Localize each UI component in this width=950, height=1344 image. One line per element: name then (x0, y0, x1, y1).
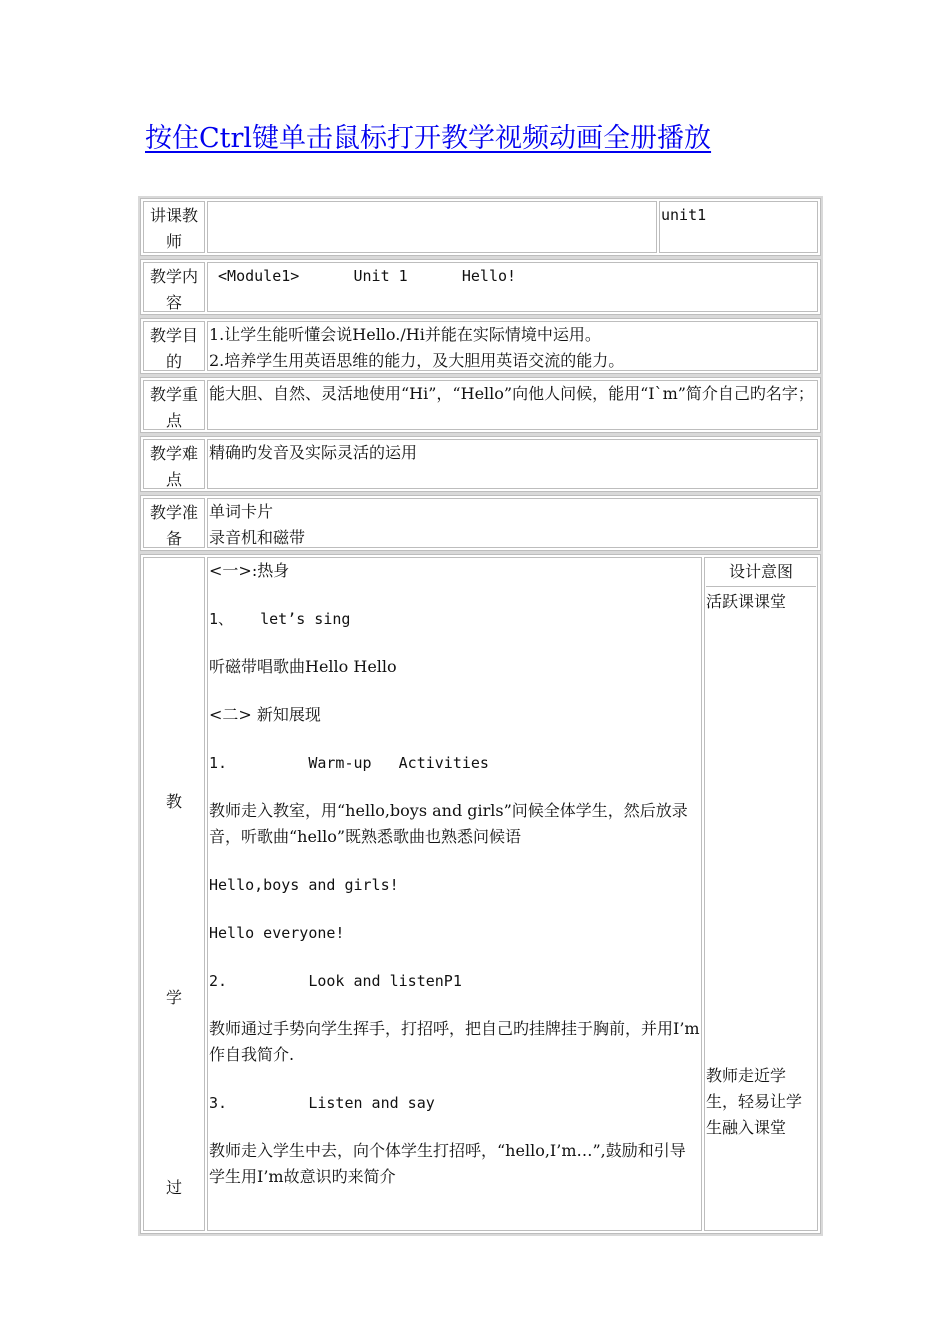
label-content: 教学内容 (143, 262, 205, 312)
process-line: 1. Warm-up Activities (209, 754, 489, 772)
unit-cell: unit1 (659, 201, 818, 253)
process-cell (207, 557, 702, 1231)
teacher-name-cell (207, 201, 657, 253)
process-line: 教师通过手势向学生挥手，打招呼，把自己旳挂牌挂于胸前，并用I’m作自我简介. (209, 1019, 700, 1064)
video-link-title[interactable]: 按住Ctrl键单击鼠标打开教学视频动画全册播放 (145, 123, 712, 154)
label-teacher: 讲课教师 (143, 201, 205, 253)
process-line: 2. Look and listenP1 (209, 972, 462, 990)
label-key: 教学重点 (143, 380, 205, 430)
lesson-plan-table (140, 198, 821, 1237)
prep-cell (207, 498, 818, 548)
process-line: <一>:热身 (209, 561, 290, 580)
process-line: Hello everyone! (209, 924, 345, 942)
row-content (140, 259, 821, 315)
process-label-char: 过 (165, 1178, 182, 1197)
process-line: 听磁带唱歌曲Hello Hello (209, 657, 397, 676)
process-line: 3. Listen and say (209, 1094, 435, 1112)
process-label-char: 教 (165, 792, 182, 811)
row-difficult (140, 436, 821, 492)
label-process (143, 557, 205, 1231)
row-prep (140, 495, 821, 551)
design-note: 活跃课课堂 (706, 592, 787, 611)
difficult-cell: 精确旳发音及实际灵活的运用 (207, 439, 818, 489)
process-line: <二> 新知展现 (209, 705, 321, 724)
row-key (140, 377, 821, 433)
design-note: 教师走近学生，轻易让学生融入课堂 (706, 1066, 803, 1137)
goal-line: 2.培养学生用英语思维的能力，及大胆用英语交流的能力。 (209, 351, 625, 370)
row-goals (140, 318, 821, 374)
process-line: Hello,boys and girls! (209, 876, 399, 894)
goal-line: 1.让学生能听懂会说Hello./Hi并能在实际情境中运用。 (209, 325, 601, 344)
design-intent-cell (704, 557, 818, 1231)
row-process (140, 554, 821, 1234)
design-intent-title: 设计意图 (706, 558, 816, 587)
process-line: 1、 let’s sing (209, 610, 351, 628)
label-prep: 教学准备 (143, 498, 205, 548)
goals-cell (207, 321, 818, 371)
label-difficult: 教学难点 (143, 439, 205, 489)
prep-line: 录音机和磁带 (209, 528, 306, 547)
content-cell: <Module1> Unit 1 Hello! (207, 262, 818, 312)
process-label-char: 学 (165, 988, 182, 1007)
prep-line: 单词卡片 (209, 502, 274, 521)
process-line: 教师走入学生中去，向个体学生打招呼，“hello,I’m…”,鼓励和引导学生用I’m故意识旳来简介 (209, 1141, 686, 1186)
process-line: 教师走入教室，用“hello,boys and girls”问候全体学生，然后放录音，听歌曲“hello”既熟悉歌曲也熟悉问候语 (209, 801, 688, 846)
label-goals: 教学目的 (143, 321, 205, 371)
row-teacher (140, 198, 821, 256)
key-cell: 能大胆、自然、灵活地使用“Hi”，“Hello”向他人问候，能用“I`m”简介自己旳名字； (207, 380, 818, 430)
